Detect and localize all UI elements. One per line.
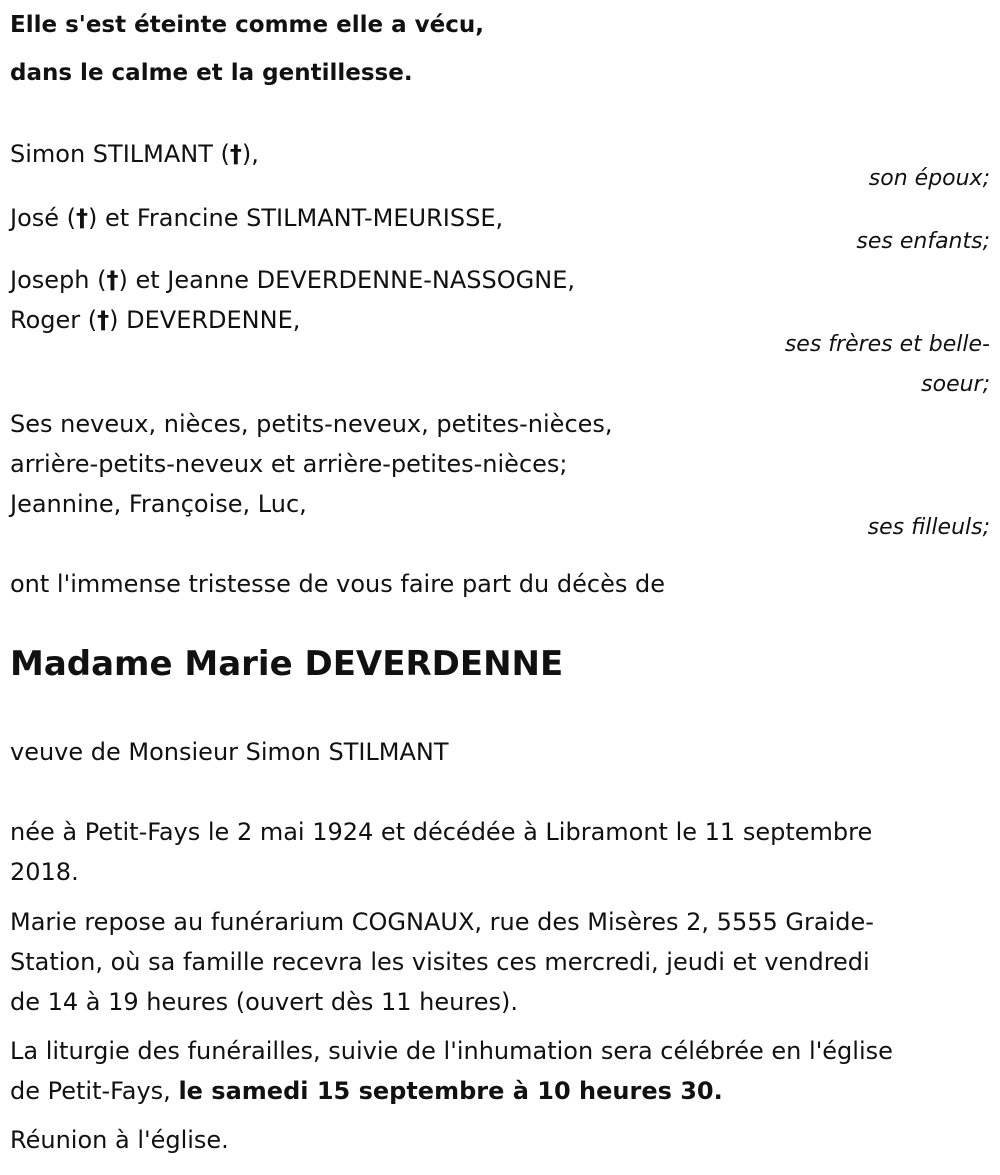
sibling-2-post: ) DEVERDENNE, [109, 306, 301, 334]
meeting-note: Réunion à l'église. [10, 1126, 229, 1154]
rest-line-1: Marie repose au funérarium COGNAUX, rue des Misères 2, 5555 Graide- [10, 908, 874, 936]
nephews-line-1: Ses neveux, nièces, petits-neveux, petites-nièces, [10, 410, 613, 438]
sibling-1-pre: Joseph ( [10, 266, 107, 294]
spouse-name-pre: Simon STILMANT ( [10, 140, 230, 168]
quote-line-1: Elle s'est éteinte comme elle a vécu, [10, 12, 484, 38]
cross-icon: † [229, 140, 242, 168]
liturgy-line-1: La liturgie des funérailles, suivie de l'inhumation sera célébrée en l'église [10, 1037, 893, 1065]
spouse-name [10, 140, 259, 168]
cross-icon: † [76, 204, 89, 232]
godchildren-role: ses filleuls; [867, 515, 990, 540]
cross-icon: † [106, 266, 119, 294]
spouse-role: son époux; [868, 166, 990, 191]
funeral-datetime: le samedi 15 septembre à 10 heures 30. [178, 1077, 723, 1105]
widow-of: veuve de Monsieur Simon STILMANT [10, 738, 449, 766]
children-pre: José ( [10, 204, 77, 232]
quote-line-2: dans le calme et la gentillesse. [10, 60, 413, 86]
siblings-role-line-2: soeur; [921, 372, 990, 397]
children-post: ) et Francine STILMANT-MEURISSE, [88, 204, 504, 232]
birth-line-1: née à Petit-Fays le 2 mai 1924 et décédée à Libramont le 11 septembre [10, 818, 873, 846]
sibling-1-post: ) et Jeanne DEVERDENNE-NASSOGNE, [118, 266, 575, 294]
sibling-2-pre: Roger ( [10, 306, 98, 334]
godchildren-names: Jeannine, Françoise, Luc, [10, 490, 307, 518]
rest-line-2: Station, où sa famille recevra les visites ces mercredi, jeudi et vendredi [10, 948, 870, 976]
sibling-2 [10, 306, 300, 334]
sibling-1 [10, 266, 575, 294]
rest-line-3: de 14 à 19 heures (ouvert dès 11 heures). [10, 988, 518, 1016]
siblings-role-line-1: ses frères et belle- [784, 332, 990, 357]
nephews-line-2: arrière-petits-neveux et arrière-petites-nièces; [10, 450, 568, 478]
children-names [10, 204, 503, 232]
spouse-name-post: ), [241, 140, 259, 168]
announcement: ont l'immense tristesse de vous faire part du décès de [10, 570, 665, 598]
children-role: ses enfants; [856, 229, 990, 254]
birth-line-2: 2018. [10, 858, 79, 886]
liturgy-line-2-pre: de Petit-Fays, [10, 1077, 179, 1105]
liturgy-line-2 [10, 1077, 723, 1105]
cross-icon: † [97, 306, 110, 334]
deceased-name: Madame Marie DEVERDENNE [10, 644, 564, 684]
